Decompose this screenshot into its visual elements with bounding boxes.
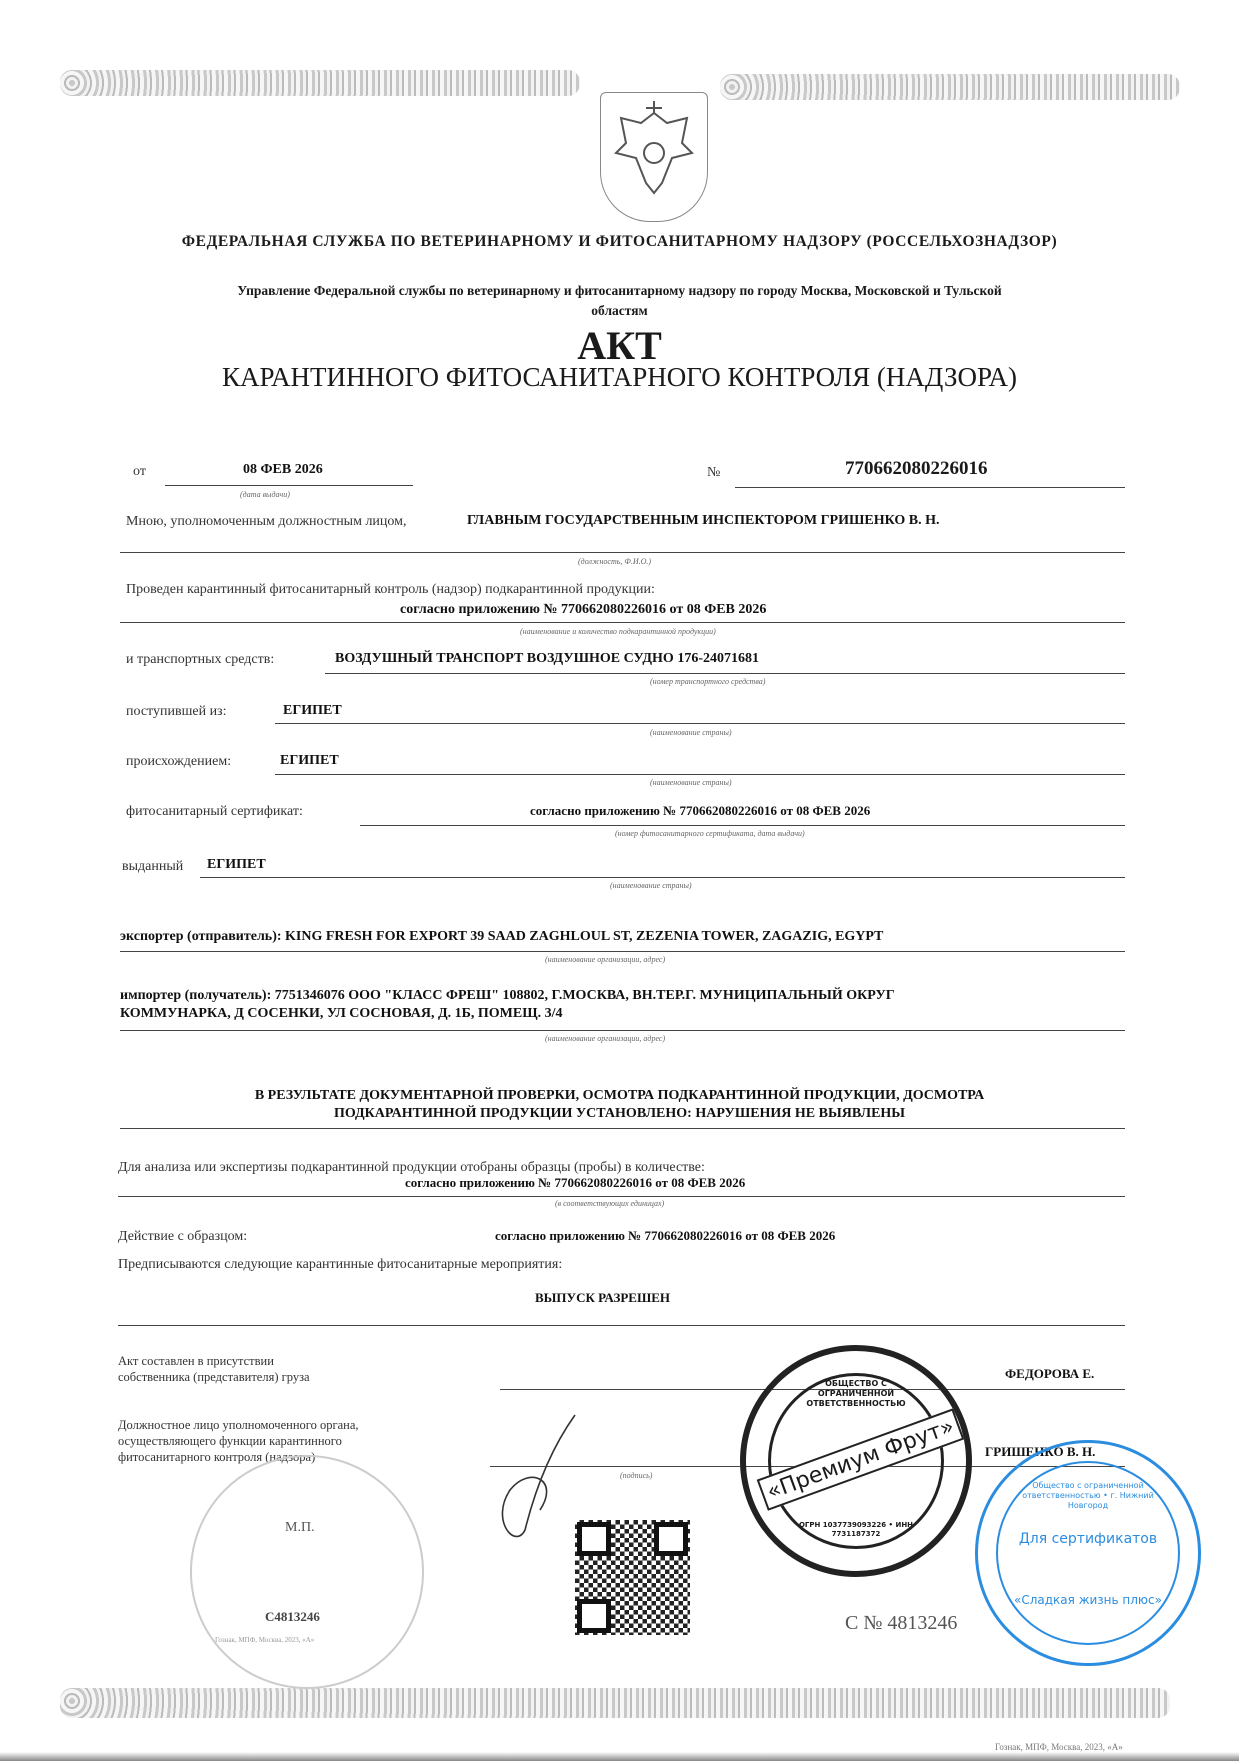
ornament-top-left bbox=[60, 70, 580, 96]
importer-line bbox=[120, 988, 895, 1004]
signature-caption: (подпись) bbox=[620, 1471, 653, 1480]
date-caption: (дата выдачи) bbox=[240, 490, 290, 499]
owner-label-1: Акт составлен в присутствии bbox=[118, 1354, 274, 1368]
origin-value: ЕГИПЕТ bbox=[280, 753, 339, 768]
official-label-1: Должностное лицо уполномоченного органа, bbox=[118, 1418, 359, 1432]
serial-label: С № bbox=[845, 1612, 883, 1634]
blank-number: С4813246 bbox=[265, 1609, 320, 1624]
official-seal-faint bbox=[190, 1455, 424, 1689]
company-stamp-black bbox=[740, 1345, 972, 1577]
ornament-bottom bbox=[60, 1688, 1170, 1718]
blue-stamp-bottom: «Сладкая жизнь плюс» bbox=[1014, 1593, 1162, 1607]
samples-value: согласно приложению № 770662080226016 от 08 ФЕВ 2026 bbox=[405, 1175, 746, 1190]
official-label-3: фитосанитарного контроля (надзора) bbox=[118, 1450, 316, 1464]
issued-caption: (наименование страны) bbox=[610, 881, 692, 890]
number-label: № bbox=[707, 465, 721, 480]
origin-label: происхождением: bbox=[126, 754, 232, 769]
act-date: 08 ФЕВ 2026 bbox=[243, 462, 323, 477]
action-label: Действие с образцом: bbox=[118, 1229, 248, 1244]
exporter-caption: (наименование организации, адрес) bbox=[545, 955, 666, 964]
serial-number bbox=[845, 1612, 957, 1635]
blue-stamp-ring-text: Общество с ограниченной ответственностью • г. Нижний Новгород bbox=[1022, 1481, 1154, 1510]
certificate-label: фитосанитарный сертификат: bbox=[126, 804, 303, 819]
scan-edge bbox=[0, 1752, 1239, 1761]
from-country-label: поступившей из: bbox=[126, 704, 227, 719]
from-country-value: ЕГИПЕТ bbox=[283, 703, 342, 718]
importer-value-2: КОММУНАРКА, Д СОСЕНКИ, УЛ СОСНОВАЯ, Д. 1Б, ПОМЕЩ. 3/4 bbox=[120, 1006, 563, 1021]
stamp-ring-text: ОБЩЕСТВО С ОГРАНИЧЕННОЙ ОТВЕТСТВЕННОСТЬЮ bbox=[806, 1379, 906, 1408]
importer-caption: (наименование организации, адрес) bbox=[545, 1034, 666, 1043]
transport-value: ВОЗДУШНЫЙ ТРАНСПОРТ ВОЗДУШНОЕ СУДНО 176-24071681 bbox=[335, 651, 759, 666]
serial-value: 4813246 bbox=[887, 1612, 958, 1634]
transport-caption: (номер транспортного средства) bbox=[650, 677, 766, 686]
exporter-line bbox=[120, 929, 883, 945]
document-subtitle: КАРАНТИННОГО ФИТОСАНИТАРНОГО КОНТРОЛЯ (НАДЗОРА) bbox=[221, 362, 1018, 392]
samples-label: Для анализа или экспертизы подкарантинной продукции отобраны образцы (пробы) в количестве: bbox=[118, 1160, 705, 1175]
control-value: согласно приложению № 770662080226016 от 08 ФЕВ 2026 bbox=[400, 602, 767, 617]
ornament-top-right bbox=[720, 74, 1180, 100]
act-number: 770662080226016 bbox=[845, 458, 988, 479]
stamp-ogrn: ОГРН 1037739093226 • ИНН 7731187372 bbox=[798, 1521, 914, 1538]
department-line-1: Управление Федеральной службы по ветеринарному и фитосанитарному надзору по городу Москва, Московской и Тульской bbox=[237, 283, 1002, 298]
importer-value: 7751346076 ООО "КЛАСС ФРЕШ" 108802, Г.МОСКВА, ВН.ТЕР.Г. МУНИЦИПАЛЬНЫЙ ОКРУГ bbox=[274, 988, 895, 1003]
result-line-1: В РЕЗУЛЬТАТЕ ДОКУМЕНТАРНОЙ ПРОВЕРКИ, ОСМОТРА ПОДКАРАНТИННОЙ ПРОДУКЦИИ, ДОСМОТРА bbox=[254, 1088, 985, 1103]
inspector-label: Мною, уполномоченным должностным лицом, bbox=[126, 514, 407, 529]
measures-label: Предписываются следующие карантинные фитосанитарные мероприятия: bbox=[118, 1257, 563, 1272]
origin-caption: (наименование страны) bbox=[650, 778, 732, 787]
owner-name: ФЕДОРОВА Е. bbox=[1005, 1366, 1095, 1381]
qr-code bbox=[575, 1520, 690, 1635]
from-country-caption: (наименование страны) bbox=[650, 728, 732, 737]
measures-value: ВЫПУСК РАЗРЕШЕН bbox=[535, 1290, 671, 1305]
result-line-2: ПОДКАРАНТИННОЙ ПРОДУКЦИИ УСТАНОВЛЕНО: НАРУШЕНИЯ НЕ ВЫЯВЛЕНЫ bbox=[333, 1106, 906, 1121]
department-line-2: областям bbox=[591, 303, 648, 318]
document-title: АКТ bbox=[577, 323, 662, 368]
mp-label: М.П. bbox=[285, 1520, 315, 1535]
inspector-value: ГЛАВНЫМ ГОСУДАРСТВЕННЫМ ИНСПЕКТОРОМ ГРИШЕНКО В. Н. bbox=[467, 513, 940, 528]
blank-imprint-small: Гознак, МПФ, Москва, 2023, «А» bbox=[215, 1636, 315, 1644]
exporter-label: экспортер (отправитель): bbox=[120, 929, 282, 944]
importer-label: импортер (получатель): bbox=[120, 988, 272, 1003]
owner-label-2: собственника (представителя) груза bbox=[118, 1370, 310, 1384]
agency-title: ФЕДЕРАЛЬНАЯ СЛУЖБА ПО ВЕТЕРИНАРНОМУ И ФИТОСАНИТАРНОМУ НАДЗОРУ (РОССЕЛЬХОЗНАДЗОР) bbox=[181, 233, 1058, 250]
samples-caption: (в соответствующих единицах) bbox=[555, 1199, 665, 1208]
official-name: ГРИШЕНКО В. Н. bbox=[985, 1444, 1096, 1459]
control-caption: (наименование и количество подкарантинной продукции) bbox=[520, 627, 716, 636]
issued-value: ЕГИПЕТ bbox=[207, 857, 266, 872]
certificate-value: согласно приложению № 770662080226016 от 08 ФЕВ 2026 bbox=[530, 803, 871, 818]
action-value: согласно приложению № 770662080226016 от 08 ФЕВ 2026 bbox=[495, 1228, 836, 1243]
control-label: Проведен карантинный фитосанитарный контроль (надзор) подкарантинной продукции: bbox=[126, 582, 655, 597]
from-label: от bbox=[133, 464, 146, 479]
official-label-2: осуществляющего функции карантинного bbox=[118, 1434, 342, 1448]
blue-stamp-center: Для сертификатов bbox=[1018, 1531, 1158, 1547]
issued-label: выданный bbox=[122, 859, 184, 874]
printer-imprint: Гознак, МПФ, Москва, 2023, «А» bbox=[995, 1742, 1123, 1752]
exporter-value: KING FRESH FOR EXPORT 39 SAAD ZAGHLOUL ST, ZEZENIA TOWER, ZAGAZIG, EGYPT bbox=[285, 929, 884, 944]
certificate-caption: (номер фитосанитарного сертификата, дата выдачи) bbox=[615, 829, 805, 838]
transport-label: и транспортных средств: bbox=[126, 652, 275, 667]
stamp-company-name: «Премиум Фрут» bbox=[757, 1408, 965, 1511]
coat-of-arms-emblem bbox=[600, 92, 708, 222]
inspector-caption: (должность, Ф.И.О.) bbox=[578, 557, 652, 566]
company-stamp-blue bbox=[975, 1440, 1201, 1666]
